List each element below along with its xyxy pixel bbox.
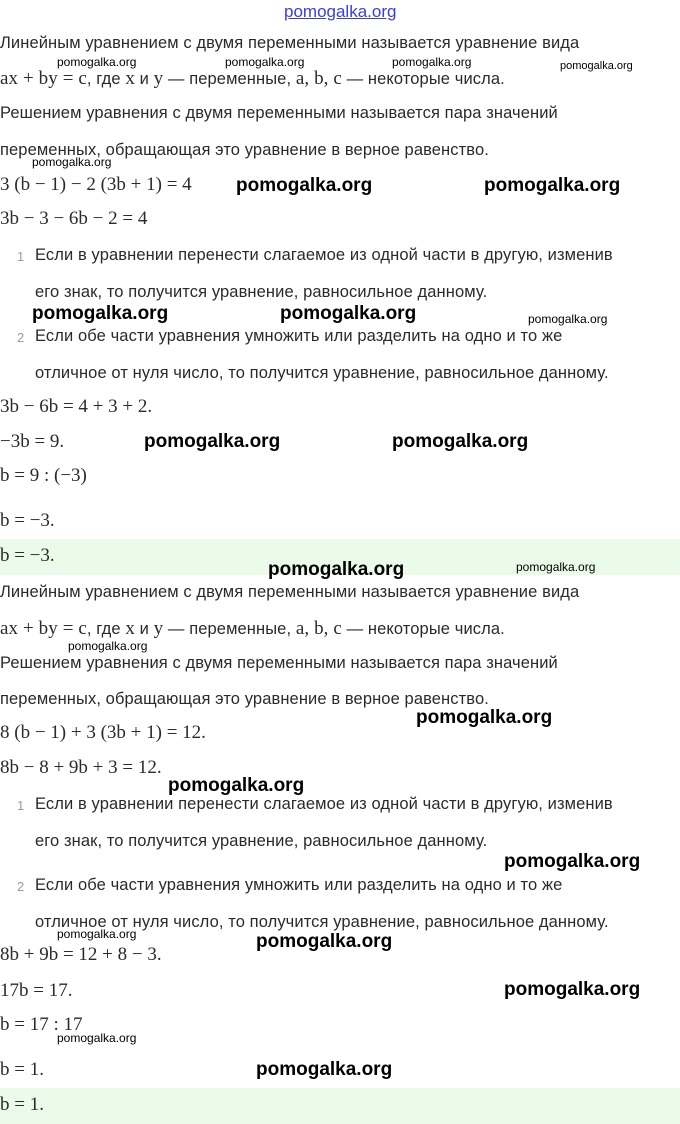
watermark: pomogalka.org bbox=[32, 303, 169, 324]
definition-linear-line1: Линейным уравнением с двумя переменными называется уравнение вида bbox=[0, 34, 580, 52]
watermark: pomogalka.org bbox=[68, 639, 148, 653]
watermark: pomogalka.org bbox=[57, 927, 137, 941]
equation-step: 3 (b − 1) − 2 (3b + 1) = 4 bbox=[0, 174, 192, 195]
equation-step: 8 (b − 1) + 3 (3b + 1) = 12. bbox=[0, 722, 206, 743]
definition-solution-line1: Решением уравнения с двумя переменными называется пара значений bbox=[0, 104, 558, 122]
rule-number: 2 bbox=[17, 330, 25, 345]
watermark: pomogalka.org bbox=[236, 175, 373, 196]
rule2-line2: отличное от нуля число, то получится уравнение, равносильное данному. bbox=[35, 913, 609, 931]
definition-solution-line1: Решением уравнения с двумя переменными называется пара значений bbox=[0, 654, 558, 672]
answer: b = 1. bbox=[0, 1094, 44, 1115]
rule1-line1: Если в уравнении перенести слагаемое из одной части в другую, изменив bbox=[35, 246, 613, 264]
watermark: pomogalka.org bbox=[57, 1031, 137, 1045]
watermark: pomogalka.org bbox=[32, 155, 112, 169]
equation-step: 3b − 6b = 4 + 3 + 2. bbox=[0, 396, 153, 417]
equation-step: b = 1. bbox=[0, 1059, 44, 1080]
rule1-line2: его знак, то получится уравнение, равносильное данному. bbox=[35, 283, 488, 301]
watermark: pomogalka.org bbox=[392, 431, 529, 452]
equation-step: b = 17 : 17 bbox=[0, 1014, 83, 1035]
watermark: pomogalka.org bbox=[504, 851, 641, 872]
rule-number: 1 bbox=[17, 798, 25, 813]
watermark: pomogalka.org bbox=[392, 55, 472, 69]
linear-equation: ax + by = c bbox=[0, 618, 87, 639]
watermark: pomogalka.org bbox=[256, 1059, 393, 1080]
watermark: pomogalka.org bbox=[528, 312, 608, 326]
watermark: pomogalka.org bbox=[144, 431, 281, 452]
equation-step: 3b − 3 − 6b − 2 = 4 bbox=[0, 208, 148, 229]
rule1-line1: Если в уравнении перенести слагаемое из одной части в другую, изменив bbox=[35, 795, 613, 813]
rule-number: 2 bbox=[17, 879, 25, 894]
definition-solution-line2: переменных, обращающая это уравнение в верное равенство. bbox=[0, 141, 489, 159]
equation-step: 8b − 8 + 9b + 3 = 12. bbox=[0, 757, 162, 778]
rule2-line2: отличное от нуля число, то получится уравнение, равносильное данному. bbox=[35, 364, 609, 382]
watermark: pomogalka.org bbox=[416, 707, 553, 728]
watermark: pomogalka.org bbox=[168, 775, 305, 796]
watermark: pomogalka.org bbox=[484, 175, 621, 196]
rule2-line1: Если обе части уравнения умножить или разделить на одно и то же bbox=[35, 876, 563, 894]
watermark: pomogalka.org bbox=[268, 559, 405, 580]
equation-step: b = 9 : (−3) bbox=[0, 465, 87, 486]
rule1-line2: его знак, то получится уравнение, равносильное данному. bbox=[35, 832, 488, 850]
definition-linear-line1: Линейным уравнением с двумя переменными называется уравнение вида bbox=[0, 583, 580, 601]
watermark: pomogalka.org bbox=[57, 55, 137, 69]
rule2-line1: Если обе части уравнения умножить или разделить на одно и то же bbox=[35, 327, 563, 345]
watermark: pomogalka.org bbox=[516, 560, 596, 574]
watermark: pomogalka.org bbox=[225, 55, 305, 69]
linear-equation: ax + by = c bbox=[0, 68, 87, 89]
answer: b = −3. bbox=[0, 545, 55, 566]
watermark: pomogalka.org bbox=[560, 60, 633, 72]
definition-linear-line2: ax + by = c, где x и y — переменные, a, b, c — некоторые числа. bbox=[0, 68, 505, 89]
definition-linear-line2: ax + by = c, где x и y — переменные, a, b, c — некоторые числа. bbox=[0, 618, 505, 639]
equation-step: 17b = 17. bbox=[0, 980, 73, 1001]
site-header-link[interactable]: pomogalka.org bbox=[284, 2, 397, 21]
answer-highlight bbox=[0, 1088, 680, 1124]
watermark: pomogalka.org bbox=[280, 303, 417, 324]
equation-step: 8b + 9b = 12 + 8 − 3. bbox=[0, 944, 162, 965]
definition-solution-line2: переменных, обращающая это уравнение в верное равенство. bbox=[0, 690, 489, 708]
rule-number: 1 bbox=[17, 249, 25, 264]
equation-step: b = −3. bbox=[0, 510, 55, 531]
watermark: pomogalka.org bbox=[504, 979, 641, 1000]
watermark: pomogalka.org bbox=[256, 931, 393, 952]
equation-step: −3b = 9. bbox=[0, 431, 65, 452]
